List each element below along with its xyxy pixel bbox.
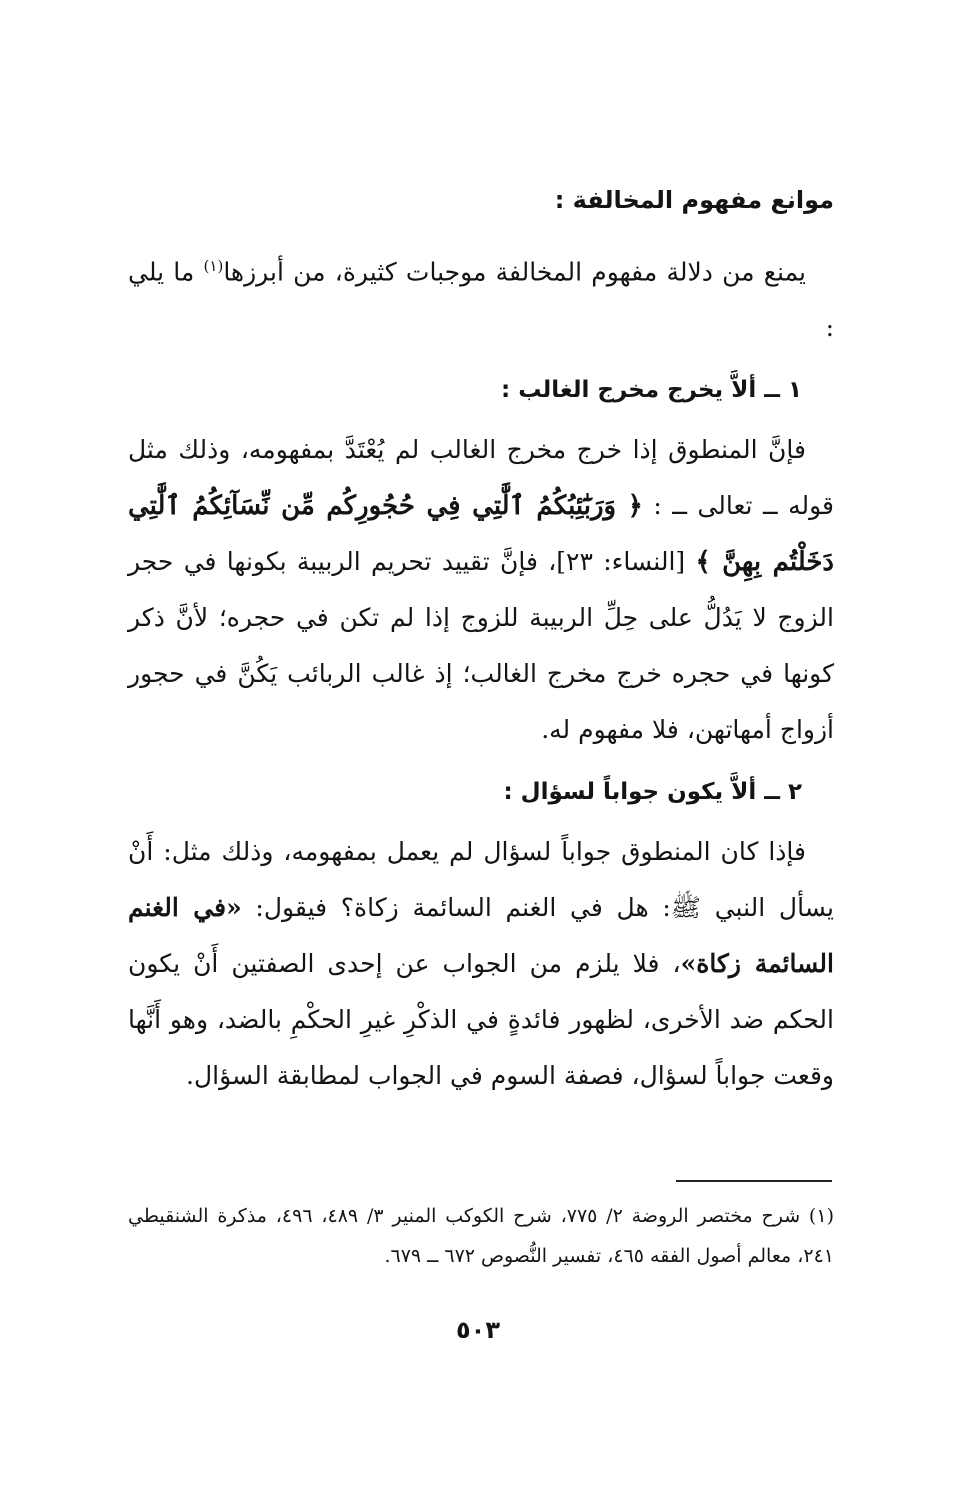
page-number: ٥٠٣ bbox=[456, 1316, 500, 1344]
paragraph-2-end: ، فلا يلزم من الجواب عن إحدى الصفتين أَنْ يكون الحكم ضد الأخرى، لظهور فائدةٍ في الذكْرِ غيرِ الحكْمِ بالضد، وهو أَنَّها وقعت جواباً لسؤال، فصفة السوم في الجواب لمطابقة السؤال. bbox=[128, 949, 834, 1091]
footnote: (١) شرح مختصر الروضة ٢/ ٧٧٥، شرح الكوكب المنير ٣/ ٤٨٩، ٤٩٦، مذكرة الشنقيطي ٢٤١، معالم أصول الفقه ٤٦٥، تفسير النُّصوص ٦٧٢ ــ ٦٧٩. bbox=[128, 1205, 834, 1267]
paragraph-1-start: فإنَّ المنطوق إذا خرج مخرج الغالب لم يُعْتَدَّ بمفهومه، وذلك مثل قوله ــ تعالى ــ : bbox=[128, 435, 834, 521]
intro-paragraph bbox=[128, 238, 834, 356]
subheading-2: ٢ ــ ألاَّ يكون جواباً لسؤال : bbox=[503, 779, 802, 806]
paragraph-2 bbox=[128, 824, 834, 1104]
intro-text-end: ما يلي : bbox=[128, 257, 834, 343]
paragraph-2-start: فإذا كان المنطوق جواباً لسؤال لم يعمل بمفهومه، وذلك مثل: أَنْ يسأل النبي ﷺ: هل في الغنم السائمة زكاة؟ فيقول: bbox=[128, 837, 834, 923]
footnote-divider bbox=[676, 1180, 832, 1182]
page-body bbox=[128, 180, 834, 1114]
quran-verse: ﴿ وَرَبَٰٓئِبُكُمُ ٱلَّٰتِي فِي حُجُورِكُم مِّن نِّسَآئِكُمُ ٱلَّٰتِي دَخَلْتُم بِهِنَّ ﴾ bbox=[128, 491, 834, 578]
footnote-ref: (١) bbox=[203, 257, 224, 275]
hadith-quote: «في الغنم السائمة زكاة» bbox=[128, 893, 834, 979]
paragraph-1-end: [النساء: ٢٣]، فإنَّ تقييد تحريم الربيبة بكونها في حجر الزوج لا يَدُلُّ على حِلِّ الربيبة للزوج إذا لم تكن في حجره؛ لأنَّ ذكر كونها في حجره خرج مخرج الغالب؛ إذ غالب الربائب يَكُنَّ في حجور أزواج أمهاتهن، فلا مفهوم له. bbox=[128, 547, 834, 745]
intro-text: يمنع من دلالة مفهوم المخالفة موجبات كثيرة، من أبرزها bbox=[223, 257, 806, 287]
subheading-1: ١ ــ ألاَّ يخرج مخرج الغالب : bbox=[501, 377, 802, 404]
paragraph-1 bbox=[128, 422, 834, 758]
section-heading: موانع مفهوم المخالفة : bbox=[554, 186, 834, 214]
